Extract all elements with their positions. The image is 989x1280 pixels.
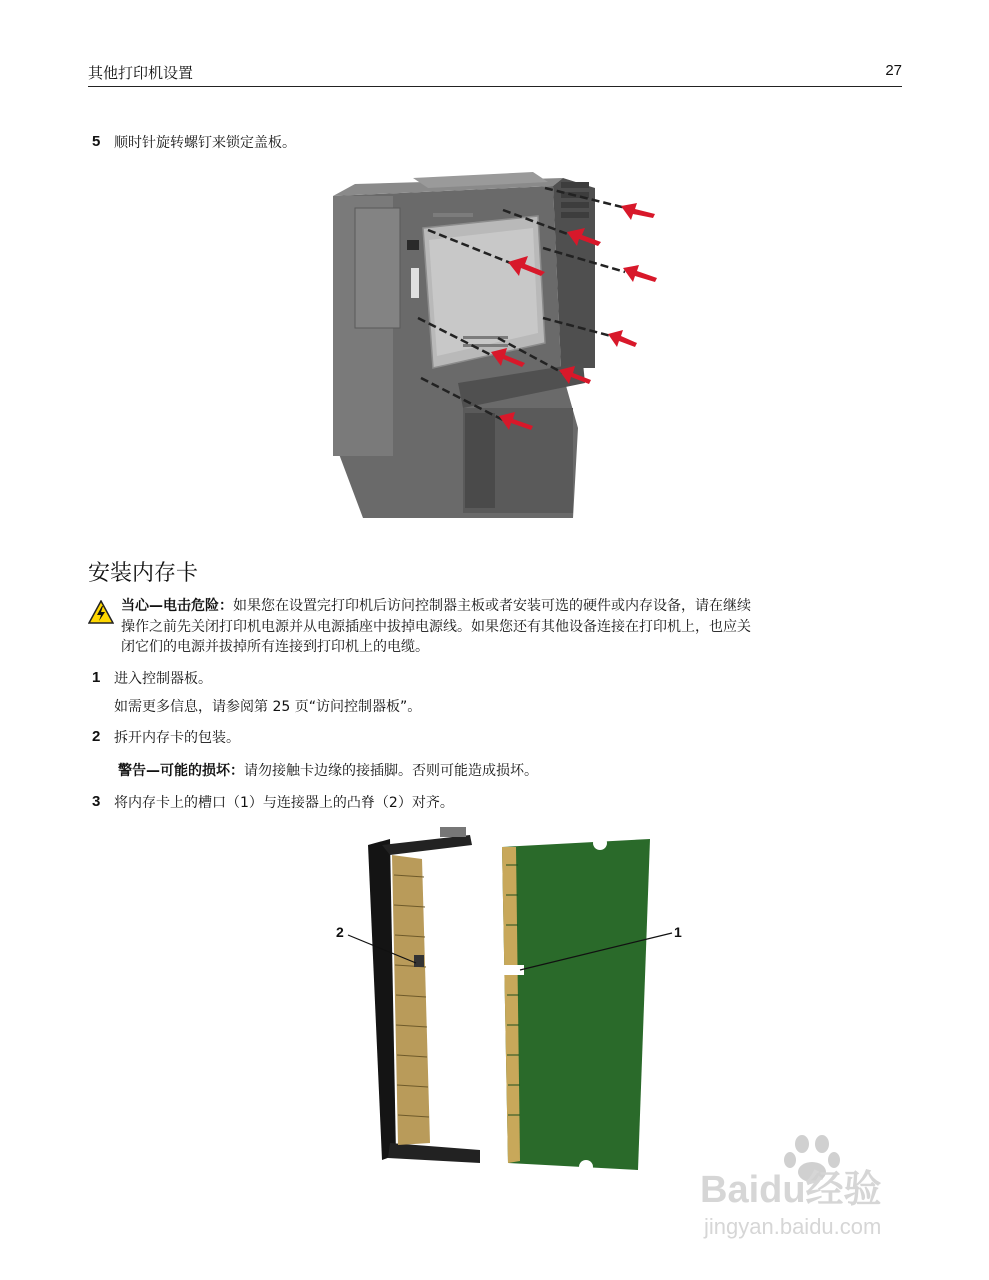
warning-label: 警告—可能的损坏： bbox=[118, 763, 244, 779]
watermark-url: jingyan.baidu.com bbox=[704, 1214, 882, 1239]
printer-cover-screws-illustration bbox=[333, 168, 663, 518]
step-text: 将内存卡上的槽口（1）与连接器上的凸脊（2）对齐。 bbox=[114, 795, 454, 811]
electric-hazard-warning-icon bbox=[88, 600, 114, 624]
memory-card-connector-illustration bbox=[330, 825, 690, 1170]
callout-1-label: 1 bbox=[674, 924, 682, 940]
section-title: 安装内存卡 bbox=[88, 561, 199, 586]
caution-line: 闭它们的电源并拔掉所有连接到打印机上的电缆。 bbox=[121, 639, 429, 655]
warning-text: 请勿接触卡边缘的接插脚。否则可能造成损坏。 bbox=[244, 763, 538, 779]
caution-line: 如果您在设置完打印机后访问控制器主板或者安装可选的硬件或内存设备，请在继续 bbox=[233, 598, 751, 614]
caution-line: 操作之前先关闭打印机电源并从电源插座中拔掉电源线。如果您还有其他设备连接在打印机上，也应关 bbox=[121, 618, 751, 635]
step-number: 2 bbox=[92, 728, 101, 745]
more-info-link-text: 如需更多信息，请参阅第 25 页“访问控制器板”。 bbox=[114, 699, 422, 715]
header-title: 其他打印机设置 bbox=[88, 64, 194, 82]
page-header bbox=[88, 62, 902, 87]
watermark-brand: Baidu经验 bbox=[700, 1169, 882, 1211]
step-text: 进入控制器板。 bbox=[114, 671, 212, 687]
baidu-jingyan-watermark bbox=[700, 1130, 940, 1240]
step-number: 5 bbox=[92, 133, 101, 150]
callout-2-label: 2 bbox=[336, 924, 344, 940]
caution-text bbox=[121, 596, 903, 658]
page-number: 27 bbox=[885, 62, 902, 79]
damage-warning bbox=[118, 761, 538, 781]
caution-label: 当心—电击危险： bbox=[121, 598, 233, 614]
step-number: 1 bbox=[92, 669, 101, 686]
step-number: 3 bbox=[92, 793, 101, 810]
step-text: 顺时针旋转螺钉来锁定盖板。 bbox=[114, 135, 296, 151]
step-text: 拆开内存卡的包装。 bbox=[114, 730, 240, 746]
